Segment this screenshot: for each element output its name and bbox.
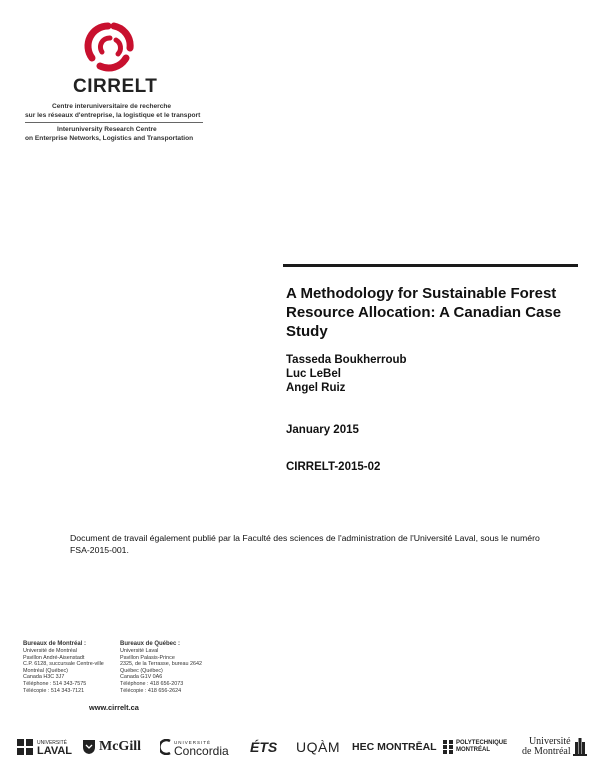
udem-logo bbox=[522, 737, 587, 757]
title-rule bbox=[283, 264, 578, 267]
office-line: Télécopie : 514 343-7121 bbox=[23, 687, 85, 694]
laval-label: LAVAL bbox=[37, 745, 73, 757]
office-line: Téléphone : 418 656-2073 bbox=[120, 680, 184, 687]
polytechnique-grid-icon bbox=[443, 740, 453, 754]
logo-wordmark: CIRRELT bbox=[73, 76, 158, 97]
org-name-fr-line1: Centre interuniversitaire de recherche bbox=[52, 103, 172, 110]
office-line: Télécopie : 418 656-2624 bbox=[120, 687, 182, 694]
polytechnique-city-label: MONTRÉAL bbox=[456, 747, 490, 753]
report-number: CIRRELT-2015-02 bbox=[286, 461, 381, 473]
office-heading: Bureaux de Montréal : bbox=[23, 641, 87, 647]
office-line: Téléphone : 514 343-7575 bbox=[23, 680, 87, 687]
org-name-fr-line2: sur les réseaux d'entreprise, la logistique et le transport bbox=[25, 112, 201, 119]
mcgill-logo bbox=[82, 737, 141, 757]
author-name: Angel Ruiz bbox=[286, 382, 346, 394]
logo-divider bbox=[25, 122, 203, 123]
author-name: Tasseda Boukherroub bbox=[286, 354, 407, 366]
laval-small-label: UNIVERSITÉ bbox=[37, 740, 68, 746]
office-line: C.P. 6128, succursale Centre-ville bbox=[23, 661, 104, 668]
org-name-en-line2: on Enterprise Networks, Logistics and Transportation bbox=[25, 135, 194, 142]
office-heading: Bureaux de Québec : bbox=[120, 641, 181, 647]
publication-note: Document de travail également publié par la Faculté des sciences de l'administration de l'Université Laval, sous le numéro FSA-2015-001. bbox=[70, 533, 540, 555]
concordia-small-label: UNIVERSITÉ bbox=[174, 740, 212, 745]
hec-montreal-logo: HEC MONTRĒAL bbox=[352, 741, 437, 753]
office-line: Pavillon André-Aisenstadt bbox=[23, 654, 85, 661]
office-line: Montréal (Québec) bbox=[23, 667, 68, 674]
office-line: Université Laval bbox=[120, 648, 159, 654]
polytechnique-logo bbox=[443, 737, 507, 757]
concordia-label: Concordia bbox=[174, 744, 229, 758]
concordia-mark-icon bbox=[160, 739, 172, 755]
mcgill-label: McGill bbox=[99, 739, 141, 754]
office-line: Canada G1V 0A6 bbox=[120, 674, 163, 681]
mcgill-shield-icon bbox=[82, 739, 96, 755]
office-line: Québec (Québec) bbox=[120, 667, 163, 674]
uqam-logo: UQÀM bbox=[296, 739, 340, 755]
website-link[interactable]: www.cirrelt.ca bbox=[89, 703, 139, 712]
montreal-office bbox=[23, 640, 113, 694]
quebec-office bbox=[120, 640, 230, 694]
org-name-en-line1: Interuniversity Research Centre bbox=[57, 126, 157, 133]
office-line: Canada H3C 3J7 bbox=[23, 674, 65, 681]
udem-label-line1: Université bbox=[528, 736, 571, 747]
udem-label-line2: de Montréal bbox=[522, 746, 571, 757]
office-line: Pavillon Palasis-Prince bbox=[120, 654, 175, 661]
laval-crest-icon bbox=[16, 738, 34, 756]
office-line: 2325, de la Terrasse, bureau 2642 bbox=[120, 661, 203, 668]
publication-date: January 2015 bbox=[286, 424, 359, 436]
cirrelt-logo-icon bbox=[78, 18, 142, 74]
laval-logo bbox=[16, 737, 72, 757]
author-name: Luc LeBel bbox=[286, 368, 341, 380]
polytechnique-label: POLYTECHNIQUE bbox=[456, 740, 508, 746]
udem-tower-icon bbox=[573, 738, 587, 756]
paper-title: A Methodology for Sustainable Forest Resource Allocation: A Canadian Case Study bbox=[286, 285, 562, 340]
concordia-logo bbox=[160, 737, 229, 757]
ets-logo: ÉTS bbox=[250, 739, 278, 755]
office-line: Université de Montréal bbox=[23, 648, 77, 654]
